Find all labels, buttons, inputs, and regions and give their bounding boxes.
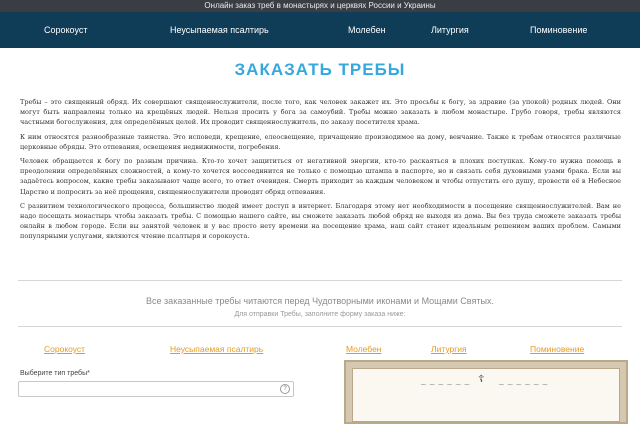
nav-item-liturgy[interactable]: Литургия bbox=[431, 25, 469, 35]
note-frame bbox=[344, 360, 628, 424]
treba-type-select[interactable] bbox=[18, 381, 294, 397]
paragraph: Требы – это священный обряд. Их совершают священнослужители, после того, как человек закажет их. Это просьбы к богу, за здравие (за упокой) родных людей. Они могут быть направлены только на крещёных людей. Нельзя просить у бога за самоубий. Требы можно заказать в любом монастыре. Грубо говоря, требы являются частными богослужения, для определённых целей. Их проводит священнослужитель, по заказу посетителя храма. bbox=[20, 98, 621, 127]
nav-item-moleben[interactable]: Молебен bbox=[348, 25, 386, 35]
divider bbox=[18, 280, 622, 281]
main-nav bbox=[0, 12, 640, 48]
orthodox-cross-icon: ☦ bbox=[478, 374, 485, 385]
tab-psaltir[interactable]: Неусыпаемая псалтирь bbox=[170, 344, 264, 354]
nav-item-psaltir[interactable]: Неусыпаемая псалтирь bbox=[170, 25, 269, 35]
tab-liturgy[interactable]: Литургия bbox=[431, 344, 467, 354]
tab-pominovenie[interactable]: Поминовение bbox=[530, 344, 585, 354]
order-heading: Все заказанные требы читаются перед Чудотворными иконами и Мощами Святых. bbox=[146, 296, 494, 306]
treba-type-label: Выберите тип требы* bbox=[20, 370, 90, 377]
paragraph: С развитием технологического процесса, большинство людей имеет доступ в интернет. Благодаря этому нет необходимости в посещение священнослужителей. Вам не надо посещать монастырь чтобы заказать требы. С помощью нашего сайте, вы сможете заказать любой обряд не выходя из дома. Вы без труда сможете заказать требы онлайн в любом городе. Если вы занятой человек и у вас просто нету времени на посещение храма, наш сайт станет идеальным решением ваших проблем. Самыми популярными услугами, являются чтение псалтыря и сорокоуста. bbox=[20, 201, 621, 241]
note-frame-inner bbox=[352, 368, 620, 422]
tab-moleben[interactable]: Молебен bbox=[346, 344, 382, 354]
divider bbox=[18, 326, 622, 327]
nav-item-sorokoust[interactable]: Сорокоуст bbox=[44, 25, 88, 35]
ornament-left-icon: ~~~~~~ bbox=[420, 380, 473, 389]
paragraph: Человек обращается к богу по разным причина. Кто-то хочет защититься от негативной энергии, кто-то раскаяться в плохих поступках. Кому-то нужна помощь в преодолении определённых сложностей, а кому-то хочется воссоединится не только с помощью штампа в паспорте, но и связать себя духовными узами брака. Если вы задаётесь вопросом, какие требы заказывают чаще всего, то ответ очевиден. Смерть приходит за каждым человеком и чтобы отпустить его душу, провести её в Небесное Царство и попросить за неё прощения, священнослужители проводят обряд отпевания. bbox=[20, 157, 621, 196]
article-body bbox=[20, 97, 621, 246]
help-icon[interactable]: ? bbox=[280, 384, 290, 394]
ornament-right-icon: ~~~~~~ bbox=[498, 380, 551, 389]
top-banner: Онлайн заказ треб в монастырях и церквях России и Украины bbox=[0, 0, 640, 12]
page-title: ЗАКАЗАТЬ ТРЕБЫ bbox=[234, 60, 406, 79]
order-subheading: Для отправки Требы, заполните форму заказа ниже: bbox=[234, 311, 406, 318]
tab-sorokoust[interactable]: Сорокоуст bbox=[44, 344, 86, 354]
nav-item-pominovenie[interactable]: Поминовение bbox=[530, 25, 588, 35]
paragraph: К ним относятся разнообразные таинства. Это исповеди, крещение, елеосвещение, причащение производимое на дому, венчание. Также к требам относятся различные церковные обряды. Это отпевания, освещения недвижимости, погребения. bbox=[20, 132, 621, 151]
